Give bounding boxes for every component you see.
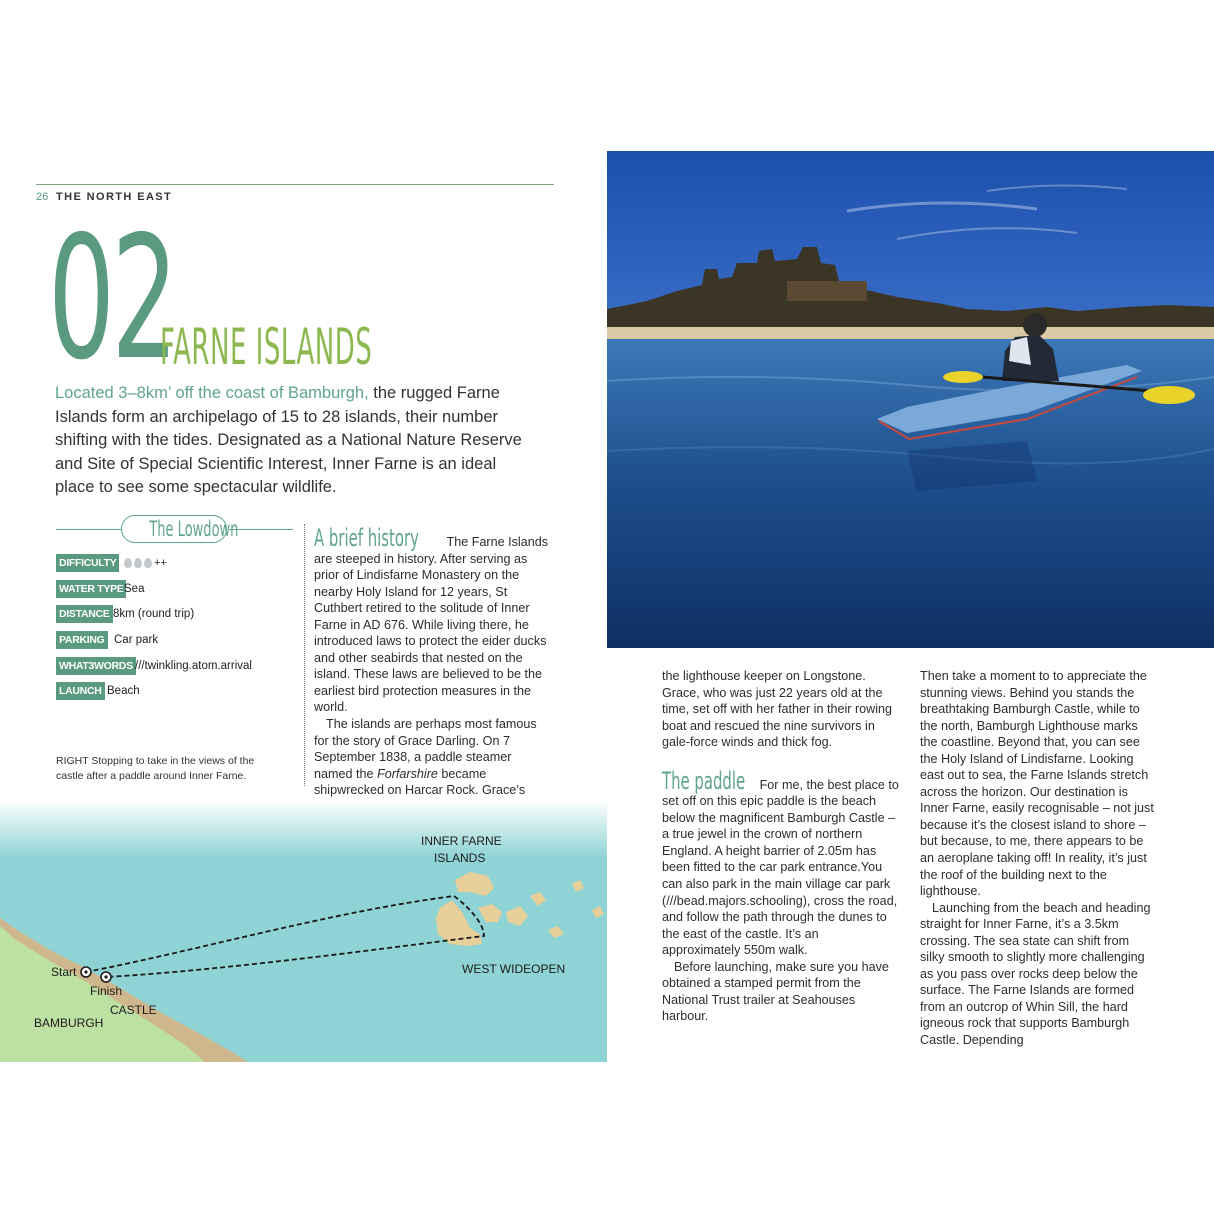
map-label-inner-farne: INNER FARNE — [421, 834, 502, 848]
lowdown-row-difficulty — [56, 554, 256, 572]
lowdown-row-water-type — [56, 580, 256, 598]
views-column — [920, 668, 1156, 1049]
lowdown-value: Car park — [114, 634, 159, 646]
map-label-castle: CASTLE — [110, 1003, 157, 1017]
photo-illustration — [607, 151, 1214, 648]
column3-paragraph-1: Then take a moment to to appreciate the stunning views. Behind you stands the breathtaking Bamburgh Castle, while to the north, Bamburgh Lighthouse marks the coastline. Beyond that, you can see the Holy Island of Lindisfarne. Looking east out to sea, the Farne Islands stretch across the horizon. Our destination is Inner Farne, easily recognisable – not just because it’s the closest island to shore – but because, to me, there appears to be an aeroplane taking off! In reality, it’s just the roof of the building next to the lighthouse. — [920, 669, 1154, 899]
column-divider — [304, 524, 305, 786]
lowdown-heading — [121, 515, 239, 543]
history-paragraph-1: The Farne Islands are steeped in history. After serving as prior of Lindisfarne Monastery on the nearby Holy Island for 12 years, St Cuthbert retired to the solitude of Inner Farne in AD 676. While living there, he introduced laws to protect the eider ducks and other seabirds that nested on the island. These laws are believed to be the earliest bird protection measures in the world. — [314, 535, 549, 715]
paddle-heading: The paddle — [662, 766, 746, 795]
history-paragraph-2-end: became shipwrecked on Harcar Rock. Grace’s — [314, 766, 526, 798]
lowdown-value: Sea — [124, 583, 145, 595]
route-number: 02 — [48, 200, 175, 398]
lowdown-label: LAUNCH — [56, 682, 105, 700]
section-title: THE NORTH EAST — [56, 191, 173, 203]
lowdown-label: WHAT3WORDS — [56, 657, 136, 675]
route-title: FARNE ISLANDS — [160, 318, 373, 376]
lowdown-value: 8km (round trip) — [113, 608, 195, 620]
map-label-islands: ISLANDS — [434, 851, 486, 865]
kayak-castle-photo — [607, 151, 1214, 648]
history-column — [314, 524, 550, 815]
intro-paragraph — [55, 382, 525, 500]
map-label-finish: Finish — [90, 984, 123, 998]
column2-paragraph-3: Before launching, make sure you have obtained a stamped permit from the National Trust trailer at Seahouses harbour. — [662, 959, 889, 1024]
column2-paragraph-1: the lighthouse keeper on Longstone. Grace, who was just 22 years old at the time, set off with her father in their rowing boat and rescued the nine survivors in gale-force winds and thick fog. — [662, 669, 893, 750]
map-label-west-wideopen: WEST WIDEOPEN — [462, 962, 566, 976]
map-label-start: Start — [51, 965, 77, 979]
page-number: 26 — [36, 191, 49, 203]
lowdown-rule-right — [229, 529, 293, 530]
column2-paragraph-2: For me, the best place to set off on this epic paddle is the beach below the magnificent Bamburgh Castle – a true jewel in the crown of northern England. A height barrier of 2.05m has been fitted to the car park entrance.You can also park in the main village car park (///bead.majors.schooling), cross the road, and follow the path through the dunes to the east of the castle. It’s an approximately 550m walk. — [662, 777, 899, 958]
ship-name: Forfarshire — [377, 766, 438, 781]
running-header-rule — [36, 184, 554, 185]
lowdown-label: DISTANCE — [56, 605, 113, 623]
lowdown-row-launch — [56, 682, 256, 700]
lowdown-label: WATER TYPE — [56, 580, 126, 598]
history-heading: A brief history — [314, 524, 419, 552]
map-label-bamburgh: BAMBURGH — [34, 1016, 104, 1030]
water-drop-icon — [134, 558, 142, 568]
intro-rest: the rugged Farne Islands form an archipelago of 15 to 28 islands, their number shifting with the tides. Designated as a National Nature Reserve and Site of Special Scientific Interest, Inner Farne is an ideal place to see some spectacular wildlife. — [55, 384, 522, 496]
paddle-column — [662, 668, 900, 1025]
lowdown-rule-left — [56, 529, 122, 530]
column3-paragraph-2: Launching from the beach and heading straight for Inner Farne, it’s a 3.5km crossing. The sea state can shift from silky smooth to slightly more challenging as you pass over rocks deep below the surface. The Farne Islands are formed from an outcrop of Whin Sill, the hard igneous rock that supports Bamburgh Castle. Depending — [920, 900, 1151, 1048]
lowdown-label: DIFFICULTY — [56, 554, 119, 572]
photo-caption: RIGHT Stopping to take in the views of the castle after a paddle around Inner Farne. — [56, 755, 255, 782]
lowdown-value: Beach — [107, 685, 140, 697]
intro-lead: Located 3–8km’ off the coast of Bamburgh, — [55, 384, 369, 402]
lowdown-row-parking — [56, 631, 256, 649]
lowdown-value: ///twinkling.atom.arrival — [135, 660, 252, 672]
lowdown-label: PARKING — [56, 631, 108, 649]
water-drop-icon — [124, 558, 132, 568]
lowdown-row-distance — [56, 605, 256, 623]
difficulty-plus: ++ — [154, 557, 167, 569]
lowdown-heading-text: The Lowdown — [149, 517, 239, 541]
water-drop-icon — [144, 558, 152, 568]
history-paragraph-2-start: The islands are perhaps most famous for the story of Grace Darling. On 7 September 1838, a paddle steamer named the — [314, 717, 537, 781]
difficulty-rating — [124, 557, 167, 569]
lowdown-row-what3words — [56, 657, 276, 675]
route-map — [0, 800, 607, 1062]
